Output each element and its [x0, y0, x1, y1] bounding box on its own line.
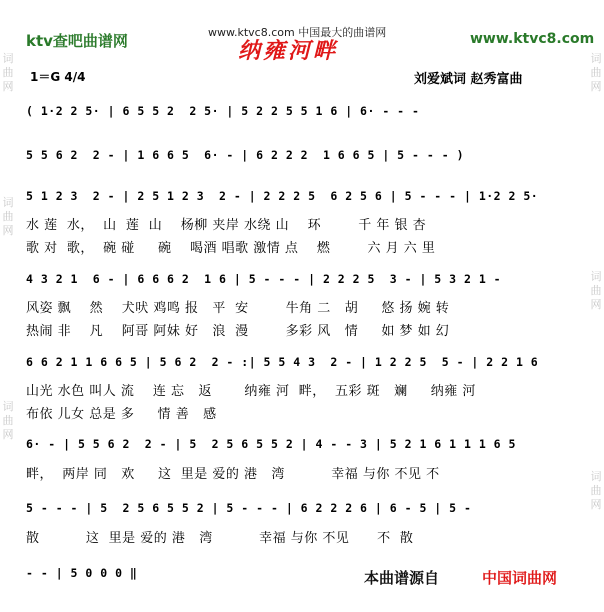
site-name-left: ktv查吧曲谱网 [26, 32, 128, 50]
music-row-5: 6 6 2 1 1 6 6 5 | 5 6 2 2 - :| 5 5 4 3 2 - | 1 2 2 5 5 - | 2 2 1 6 [26, 355, 539, 369]
lyrics-row-5-verse-2: 布依 儿女 总是 多 情 善 感 [26, 407, 217, 422]
lyrics-row-5-verse-1: 山光 水色 叫人 流 连 忘 返 纳雍 河 畔， 五彩 斑 斓 纳雍 河 [26, 384, 476, 399]
watermark-right-3: 网 [590, 80, 602, 93]
music-row-2: 5 5 6 2 2 - | 1 6 6 5 6· - | 6 2 2 2 1 6 6 5 | 5 - - - ) [26, 148, 464, 162]
lyrics-row-3-verse-2: 歌 对 歌， 碗 碰 碗 喝酒 唱歌 激情 点 燃 六 月 六 里 [26, 241, 436, 256]
watermark-left-5: 曲 [2, 210, 14, 223]
watermark-left-6: 网 [2, 224, 14, 237]
watermark-right-1: 词 [590, 52, 602, 65]
watermark-left-4: 词 [2, 196, 14, 209]
music-row-6: 6· - | 5 5 6 2 2 - | 5 2 5 6 5 5 2 | 4 - - 3 | 5 2 1 6 1 1 1 6 5 [26, 437, 516, 451]
watermark-left-9: 网 [2, 428, 14, 441]
watermark-right-6: 网 [590, 298, 602, 311]
lyrics-row-3-verse-1: 水 莲 水， 山 莲 山 杨柳 夹岸 水绕 山 环 千 年 银 杏 [26, 218, 427, 233]
watermark-right-4: 词 [590, 270, 602, 283]
watermark-left-1: 词 [2, 52, 14, 65]
music-row-4: 4 3 2 1 6 - | 6 6 6 2 1 6 | 5 - - - | 2 2 2 5 3 - | 5 3 2 1 - [26, 272, 502, 286]
lyrics-row-7: 散 这 里是 爱的 港 湾 幸福 与你 不见 不 散 [26, 531, 414, 546]
key-signature: 1＝G 4/4 [30, 70, 86, 84]
watermark-left-7: 词 [2, 400, 14, 413]
lyrics-row-4-verse-2: 热闹 非 凡 阿哥 阿妹 好 浪 漫 多彩 风 情 如 梦 如 幻 [26, 324, 450, 339]
watermark-right-5: 曲 [590, 284, 602, 297]
site-url-center: www.ktvc8.com 中国最大的曲谱网 [208, 26, 387, 39]
watermark-right-8: 曲 [590, 484, 602, 497]
footer-source-site: 中国词曲网 [482, 569, 558, 587]
music-row-1: ( 1·2 2 5· | 6 5 5 2 2 5· | 5 2 2 5 5 1 6 | 6· - - - [26, 104, 420, 118]
lyrics-row-6: 畔， 两岸 同 欢 这 里是 爱的 港 湾 幸福 与你 不见 不 [26, 467, 440, 482]
watermark-left-3: 网 [2, 80, 14, 93]
credits: 刘爱斌词 赵秀富曲 [414, 72, 523, 87]
footer-source-label: 本曲谱源自 [364, 569, 440, 587]
lyrics-row-4-verse-1: 风姿 飘 然 犬吠 鸡鸣 报 平 安 牛角 二 胡 悠 扬 婉 转 [26, 301, 450, 316]
music-row-8: - - | 5 0 0 0 ‖ [26, 566, 138, 580]
song-title: 纳雍河畔 [238, 39, 339, 64]
watermark-left-8: 曲 [2, 414, 14, 427]
site-url-right: www.ktvc8.com [470, 31, 595, 47]
watermark-left-2: 曲 [2, 66, 14, 79]
watermark-right-7: 词 [590, 470, 602, 483]
music-row-3: 5 1 2 3 2 - | 2 5 1 2 3 2 - | 2 2 2 5 6 2 5 6 | 5 - - - | 1·2 2 5· [26, 189, 539, 203]
watermark-right-2: 曲 [590, 66, 602, 79]
music-row-7: 5 - - - | 5 2 5 6 5 5 2 | 5 - - - | 6 2 2 2 6 | 6 - 5 | 5 - [26, 501, 472, 515]
watermark-right-9: 网 [590, 498, 602, 511]
